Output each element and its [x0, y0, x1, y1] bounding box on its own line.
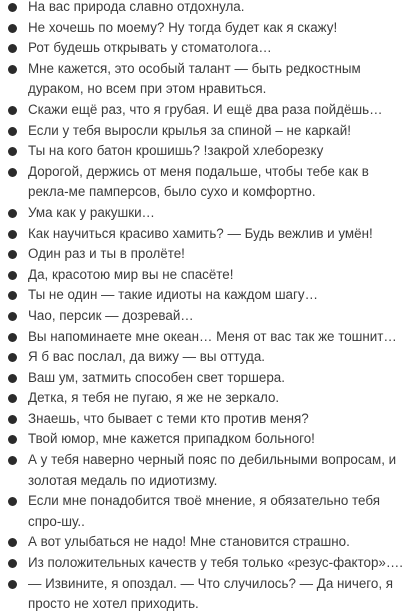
list-item — [0, 203, 411, 224]
list-item — [0, 574, 411, 615]
list-item-text: Мне кажется, это особый талант — быть редкостным дураком, но всем при этом нравиться. — [28, 60, 361, 97]
list-item-text: А у тебя наверно черный пояс по дебильными вопросам, и золотая медаль по идиотизму. — [28, 452, 397, 488]
list-item — [0, 553, 411, 574]
bullet-icon — [8, 580, 17, 589]
bullet-icon — [8, 271, 17, 280]
bullet-icon — [8, 435, 17, 444]
list-item — [0, 59, 411, 100]
list-item — [0, 450, 411, 491]
bullet-icon — [8, 230, 17, 239]
bullet-icon — [8, 374, 17, 383]
list-item-text: Дорогой, держись от меня подальше, чтобы тебе как в рекла-ме памперсов, было сухо и комфортно. — [28, 163, 369, 200]
list-item-text: Ты не один — такие идиоты на каждом шагу… — [28, 287, 318, 303]
list-item-text: Если мне понадобится твоё мнение, я обязательно тебя спро-шу.. — [28, 493, 380, 529]
bullet-icon — [8, 394, 17, 403]
list-item-text: А вот улыбаться не надо! Мне становится страшно. — [28, 534, 350, 550]
list-item-text: На вас природа славно отдохнула. — [28, 0, 245, 14]
bullet-icon — [8, 209, 17, 218]
list-item-text: Вы напоминаете мне океан… Меня от вас так же тошнит… — [28, 328, 397, 344]
bullet-icon — [8, 353, 17, 362]
list-item-text: Из положительных качеств у тебя только «резус-фактор»…. — [28, 555, 403, 571]
list-item-text: Не хочешь по моему? Ну тогда будет как я скажу! — [28, 19, 338, 35]
list-item — [0, 429, 411, 450]
list-item-text: Рот будешь открывать у стоматолога… — [28, 40, 272, 56]
list-item — [0, 306, 411, 327]
list-item-text: Чао, персик — дозревай… — [28, 307, 194, 323]
list-item-text: Ты на кого батон крошишь? !закрой хлеборезку — [28, 143, 324, 159]
list-item — [0, 0, 411, 18]
list-item-text: Детка, я тебя не пугаю, я же не зеркало. — [28, 390, 280, 406]
bullet-icon — [8, 168, 17, 177]
list-item-text: Да, красотою мир вы не спасёте! — [28, 266, 234, 282]
list-item — [0, 121, 411, 142]
bullet-icon — [8, 3, 17, 12]
list-item — [0, 409, 411, 430]
list-item-text: Как научиться красиво хамить? — Будь вежлив и умён! — [28, 225, 373, 241]
bullet-icon — [8, 497, 17, 506]
list-item — [0, 162, 411, 203]
list-item-text: Знаешь, что бывает с теми кто против меня? — [28, 410, 309, 426]
bullet-icon — [8, 559, 17, 568]
list-item — [0, 141, 411, 162]
bullet-icon — [8, 291, 17, 300]
bullet-icon — [8, 456, 17, 465]
list-item — [0, 38, 411, 59]
list-item — [0, 532, 411, 553]
list-item — [0, 100, 411, 121]
list-item — [0, 491, 411, 532]
list-item-text: Скажи ещё раз, что я грубая. И ещё два раза пойдёшь… — [28, 101, 383, 117]
list-item-text: Твой юмор, мне кажется припадком больного! — [28, 431, 315, 447]
list-item — [0, 285, 411, 306]
list-item-text: Я б вас послал, да вижу — вы оттуда. — [28, 349, 265, 365]
list-item-text: Если у тебя выросли крылья за спиной – не каркай! — [28, 122, 351, 138]
bullet-icon — [8, 312, 17, 321]
bullet-icon — [8, 106, 17, 115]
list-item-text: Один раз и ты в пролёте! — [28, 246, 185, 262]
list-item-text: — Извините, я опоздал. — Что случилось? — Да ничего, я просто не хотел приходить. — [28, 575, 394, 612]
list-item — [0, 327, 411, 348]
bullet-icon — [8, 333, 17, 342]
bullet-icon — [8, 65, 17, 74]
list-item-text: Ума как у ракушки… — [28, 204, 155, 220]
list-item — [0, 368, 411, 389]
bullet-icon — [8, 415, 17, 424]
list-item — [0, 388, 411, 409]
list-item — [0, 265, 411, 286]
bullet-icon — [8, 24, 17, 33]
bullet-icon — [8, 250, 17, 259]
list-item — [0, 244, 411, 265]
bullet-icon — [8, 44, 17, 53]
bullet-icon — [8, 127, 17, 136]
list-item — [0, 224, 411, 245]
list-item — [0, 18, 411, 39]
list-item-text: Ваш ум, затмить способен свет торшера. — [28, 369, 285, 385]
bullet-icon — [8, 147, 17, 156]
list-item — [0, 347, 411, 368]
bullet-icon — [8, 538, 17, 547]
